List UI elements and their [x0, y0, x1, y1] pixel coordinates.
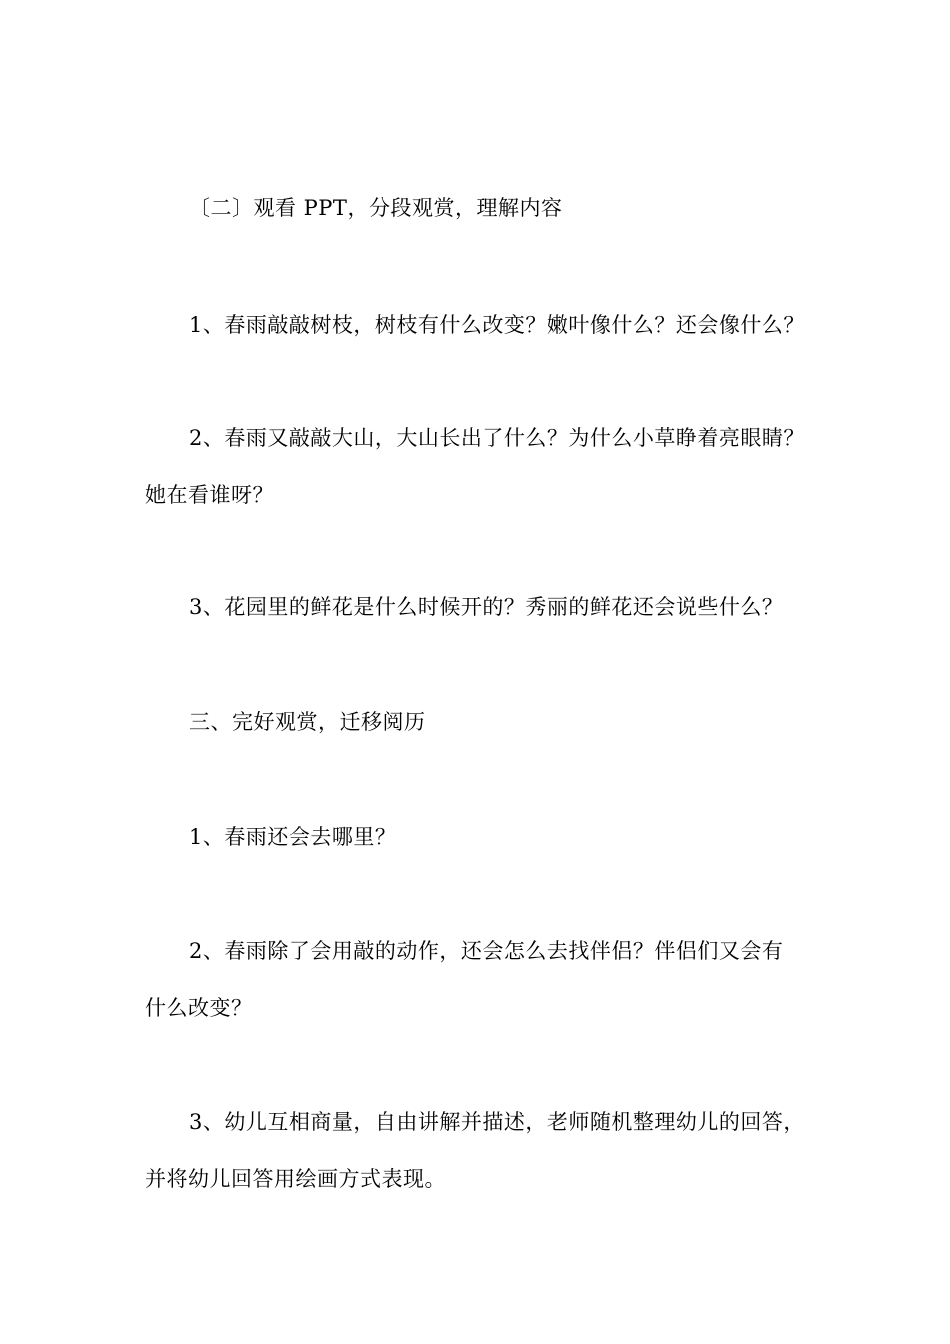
- question-other-actions-line-1: 2、春雨除了会用敲的动作，还会怎么去找伴侣？伴侣们又会有: [189, 939, 784, 963]
- question-where-spring-rain: 1、春雨还会去哪里？: [189, 825, 397, 849]
- activity-discussion-line-1: 3、幼儿互相商量，自由讲解并描述，老师随机整理幼儿的回答，: [189, 1110, 805, 1134]
- question-mountain-line-1: 2、春雨又敲敲大山，大山长出了什么？为什么小草睁着亮眼睛？: [189, 426, 805, 450]
- section-heading-observe-ppt: 〔二〕观看 PPT，分段观赏，理解内容: [189, 196, 563, 220]
- section-heading-appreciation: 三、完好观赏，迁移阅历: [189, 710, 426, 734]
- question-garden-flowers: 3、花园里的鲜花是什么时候开的？秀丽的鲜花还会说些什么？: [189, 595, 784, 619]
- question-other-actions-line-2: 什么改变？: [145, 996, 253, 1020]
- question-tree-branches: 1、春雨敲敲树枝，树枝有什么改变？嫩叶像什么？还会像什么？: [189, 313, 805, 337]
- activity-discussion-line-2: 并将幼儿回答用绘画方式表现。: [145, 1167, 446, 1191]
- question-mountain-line-2: 她在看谁呀？: [145, 483, 274, 507]
